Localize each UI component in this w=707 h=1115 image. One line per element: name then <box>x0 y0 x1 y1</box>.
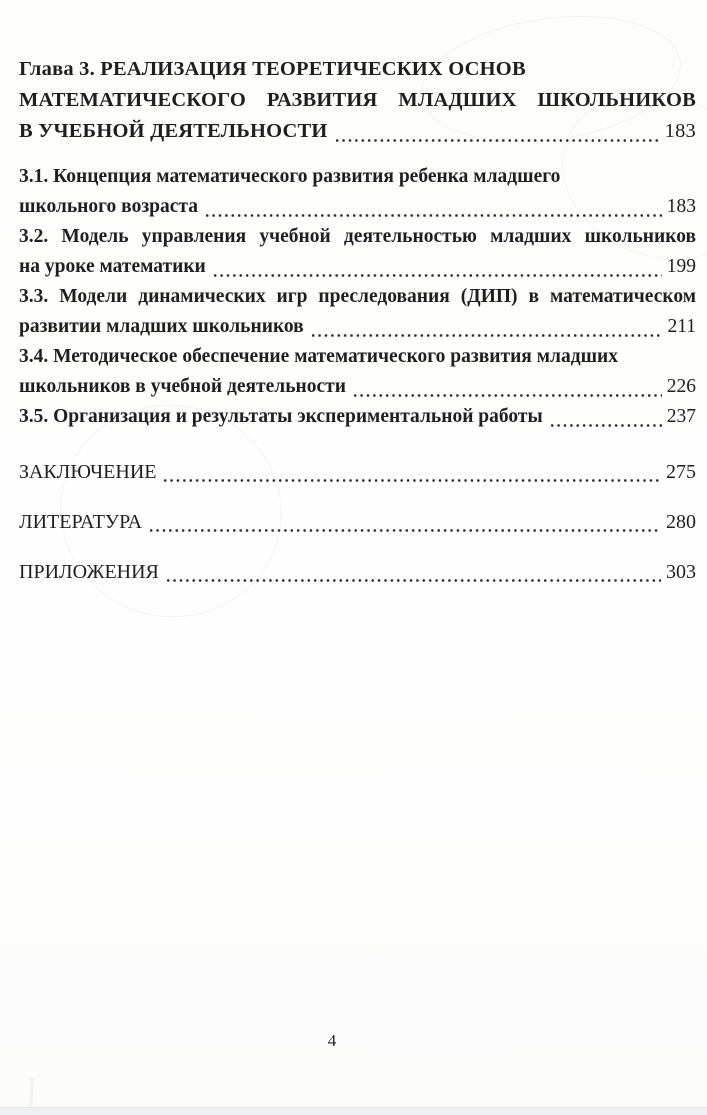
toc-entry-3-3 <box>19 282 696 342</box>
toc-entry-title: 3.5. Организация и результаты экспериментальной работы <box>19 406 543 427</box>
toc-line: 3.4. Методическое обеспечение математического развития младших <box>19 346 619 367</box>
dotted-leader <box>352 372 662 402</box>
toc-entry-3-4 <box>19 342 696 402</box>
toc-line: Глава 3. РЕАЛИЗАЦИЯ ТЕОРЕТИЧЕСКИХ ОСНОВ <box>19 58 526 80</box>
scan-edge-strip <box>0 1107 707 1115</box>
dotted-leader <box>549 402 662 432</box>
toc-line <box>19 372 696 402</box>
toc-entry-title: ЛИТЕРАТУРА <box>19 511 143 533</box>
toc-entry-title: ПРИЛОЖЕНИЯ <box>19 561 159 583</box>
toc-line <box>19 192 696 222</box>
toc-line: 3.2. Модель управления учебной деятельностью младших школьников <box>19 226 696 247</box>
toc-entry-chapter-3 <box>19 54 696 147</box>
page-number: 4 <box>327 1031 337 1050</box>
toc-entry-3-1 <box>19 162 696 222</box>
page-ref: 303 <box>666 561 696 583</box>
dotted-leader <box>212 252 662 282</box>
toc-entry-appendices <box>19 557 696 587</box>
dotted-leader <box>148 507 661 537</box>
page-ref: 183 <box>664 120 696 142</box>
page-ref: 199 <box>666 256 696 277</box>
page-ref: 237 <box>666 406 696 427</box>
toc-entry-3-2 <box>19 222 696 282</box>
toc-entry-literature <box>19 507 696 537</box>
dotted-leader <box>204 192 662 222</box>
page-ref: 280 <box>666 511 696 533</box>
toc-line: 3.3. Модели динамических игр преследования (ДИП) в математическом <box>19 286 696 307</box>
toc-entry-title: на уроке математики <box>19 256 206 277</box>
page-ref: 226 <box>666 376 696 397</box>
toc-entry-conclusion <box>19 457 696 487</box>
toc-entry-title: ЗАКЛЮЧЕНИЕ <box>19 461 157 483</box>
page-ref: 183 <box>666 196 696 217</box>
toc-line <box>19 312 696 342</box>
dotted-leader <box>310 312 663 342</box>
toc-entry-title: школьного возраста <box>19 196 198 217</box>
toc-line <box>19 402 696 432</box>
page-ref: 275 <box>666 461 696 483</box>
toc-line: 3.1. Концепция математического развития ребенка младшего <box>19 166 561 187</box>
toc-sections <box>19 162 696 432</box>
toc-line <box>19 116 696 147</box>
toc-entry-3-5 <box>19 402 696 432</box>
toc-entry-title: В УЧЕБНОЙ ДЕЯТЕЛЬНОСТИ <box>19 120 328 142</box>
toc-entry-title: школьников в учебной деятельности <box>19 376 346 397</box>
dotted-leader <box>334 116 660 147</box>
page-ref: 211 <box>667 316 696 337</box>
toc-content <box>19 0 696 587</box>
toc-line: МАТЕМАТИЧЕСКОГО РАЗВИТИЯ МЛАДШИХ ШКОЛЬНИКОВ <box>19 89 696 111</box>
toc-backmatter <box>19 457 696 587</box>
toc-line <box>19 252 696 282</box>
dotted-leader <box>162 457 661 487</box>
dotted-leader <box>165 557 661 587</box>
toc-entry-title: развитии младших школьников <box>19 316 304 337</box>
